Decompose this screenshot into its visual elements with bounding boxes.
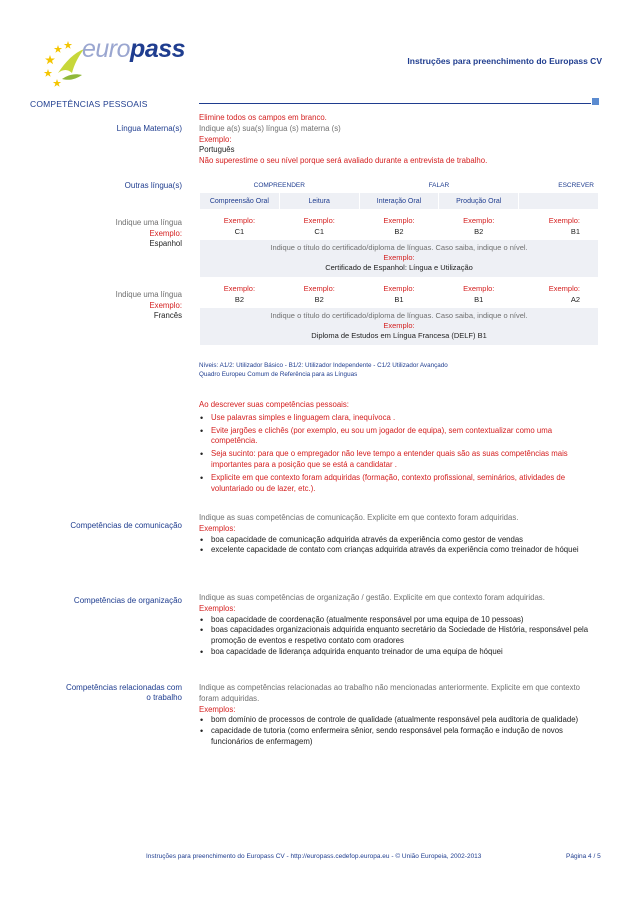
levels-note: Níveis: A1/2: Utilizador Básico - B1/2: Utilizador Independente - C1/2 Utilizador Avançado [199, 362, 448, 369]
language-2-indicate: Indique uma língua [115, 290, 182, 299]
communication-label: Competências de comunicação [70, 521, 182, 530]
certificate-row [200, 240, 599, 278]
level-cell: Exemplo: B1 [359, 278, 439, 308]
page-number: Página 4 / 5 [566, 853, 601, 860]
group-header-speaking: FALAR [359, 179, 519, 193]
footer-text: Instruções para preenchimento do Europass CV - http://europass.cedefop.europa.eu - © União Europeia, 2002-2013 [146, 853, 482, 860]
subheader-reading: Leitura [279, 193, 359, 210]
level-cell: Exemplo: C1 [279, 210, 359, 240]
organisation-list [199, 615, 599, 658]
language-1-indicate: Indique uma língua [115, 218, 182, 227]
organisation-label: Competências de organização [73, 596, 182, 605]
organisation-examples-label: Exemplos: [199, 603, 236, 613]
list-item: • Use palavras simples e linguagem clara, inequívoca . [199, 413, 599, 424]
list-item: • Explicite em que contexto foram adquiridas (formação, contexto profissional, seminários, atividades de voluntariado ou de lazer, etc.). [199, 473, 599, 495]
mother-tongue-example-value: Português [199, 145, 235, 155]
mother-tongue-block [199, 113, 599, 167]
mother-tongue-instruction: Indique a(s) sua(s) língua (s) materna (s) [199, 123, 341, 133]
language-1-label-block [32, 218, 182, 250]
organisation-block [199, 593, 599, 658]
certificate-example: Certificado de Espanhol: Língua e Utilização [325, 263, 473, 272]
job-related-examples-label: Exemplos: [199, 704, 236, 714]
communication-examples-label: Exemplos: [199, 523, 236, 533]
tips-intro: Ao descrever suas competências pessoais: [199, 400, 349, 409]
overestimate-warning: Não superestime o seu nível porque será avaliado durante a entrevista de trabalho. [199, 156, 488, 166]
job-related-label: Competências relacionadas com o trabalho [65, 683, 182, 702]
tips-block [199, 400, 599, 494]
language-2-example-label: Exemplo: [149, 300, 182, 310]
levels-note-block [199, 361, 448, 379]
subheader-listening: Compreensão Oral [200, 193, 280, 210]
framework-link[interactable]: Quadro Europeu Comum de Referência para as Línguas [199, 371, 358, 378]
section-square-icon [592, 98, 599, 105]
communication-block [199, 513, 599, 556]
mother-tongue-label: Língua Materna(s) [116, 124, 182, 133]
job-related-instruction: Indique as competências relacionadas ao trabalho não mencionadas anteriormente. Explicite em que contexto foram adquiridas. [199, 683, 580, 703]
mother-tongue-example-label: Exemplo: [199, 134, 232, 144]
certificate-example-label: Exemplo: [383, 253, 415, 262]
certificate-example-label: Exemplo: [383, 321, 415, 330]
other-languages-label: Outras língua(s) [124, 181, 182, 190]
tips-list [199, 413, 599, 495]
list-item: • boa capacidade de liderança adquirida enquanto treinador de uma equipa de hóquei [199, 647, 599, 658]
level-cell: Exemplo: B2 [279, 278, 359, 308]
job-related-block [199, 683, 599, 748]
level-cell: Exemplo: B2 [359, 210, 439, 240]
level-cell: Exemplo: B1 [519, 210, 599, 240]
certificate-instruction: Indique o título do certificado/diploma de línguas. Caso saiba, indique o nível. [270, 311, 528, 320]
list-item: • boa capacidade de coordenação (atualmente responsável por uma equipa de 10 pessoas) [199, 615, 599, 626]
language-2-name: Francês [153, 311, 182, 320]
list-item: • boa capacidade de comunicação adquirida através da experiência como gestor de vendas [199, 535, 599, 546]
table-row [200, 210, 599, 240]
europass-wordmark: europass [82, 35, 186, 63]
table-row [200, 278, 599, 308]
list-item: • Evite jargões e clichês (por exemplo, eu sou um jogador de equipa), sem contextualizar como uma competência. [199, 426, 599, 448]
list-item: • excelente capacidade de contato com crianças adquirida através da experiência como treinador de hóquei [199, 545, 599, 556]
level-cell: Exemplo: B2 [439, 210, 519, 240]
section-title: COMPETÊNCIAS PESSOAIS [30, 99, 148, 109]
language-levels-table [199, 178, 599, 346]
list-item: • capacidade de tutoria (como enfermeira sênior, sendo responsável pela formação e indução de novos funcionários de enfermagem) [199, 726, 599, 748]
list-item: • boas capacidades organizacionais adquirida enquanto secretário da Sociedade de História, responsável pela promoção de eventos e respetivo contato com oradores [199, 625, 599, 647]
communication-list [199, 535, 599, 557]
certificate-example: Diploma de Estudos em Língua Francesa (DELF) B1 [311, 331, 487, 340]
level-cell: Exemplo: B2 [200, 278, 280, 308]
level-cell: Exemplo: B1 [439, 278, 519, 308]
certificate-row [200, 308, 599, 346]
page-header-title: Instruções para preenchimento do Europass CV [407, 56, 602, 66]
organisation-instruction: Indique as suas competências de organização / gestão. Explicite em que contexto foram adquiridas. [199, 593, 545, 602]
group-header-understanding: COMPREENDER [200, 179, 360, 193]
language-1-example-label: Exemplo: [149, 228, 182, 238]
subheader-spoken-interaction: Interação Oral [359, 193, 439, 210]
level-cell: Exemplo: A2 [519, 278, 599, 308]
section-divider [199, 103, 591, 104]
level-cell: Exemplo: C1 [200, 210, 280, 240]
job-related-list [199, 715, 599, 747]
language-1-name: Espanhol [149, 239, 182, 248]
list-item: • Seja sucinto: para que o empregador não leve tempo a entender quais são as suas competências mais importantes para a posição que se está a candidatar . [199, 449, 599, 471]
language-2-label-block [32, 290, 182, 322]
table-subheader-row [200, 193, 599, 210]
table-group-header-row [200, 179, 599, 193]
subheader-spoken-production: Produção Oral [439, 193, 519, 210]
group-header-writing: ESCREVER [519, 179, 599, 193]
certificate-instruction: Indique o título do certificado/diploma de línguas. Caso saiba, indique o nível. [270, 243, 528, 252]
list-item: • bom domínio de processos de controle de qualidade (atualmente responsável pela auditoria de qualidade) [199, 715, 599, 726]
remove-empty-fields-note: Elimine todos os campos em branco. [199, 113, 327, 122]
communication-instruction: Indique as suas competências de comunicação. Explicite em que contexto foram adquiridas. [199, 513, 519, 522]
